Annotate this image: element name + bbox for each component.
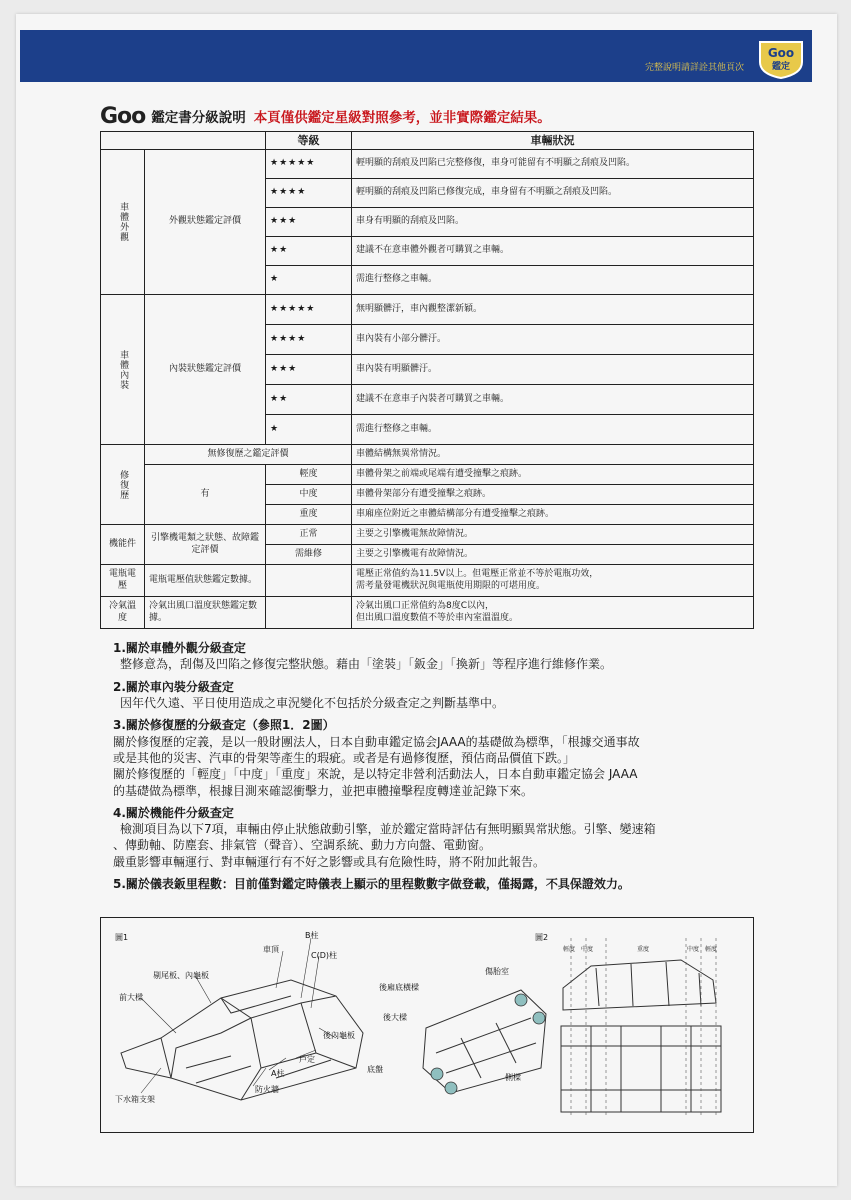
desc-cell: 需進行整修之車輛。 [352, 266, 754, 295]
level-cell: 需維修 [266, 545, 352, 565]
category-battery: 電瓶電壓 [101, 565, 145, 597]
desc-cell: 車身有明顯的刮痕及凹陷。 [352, 208, 754, 237]
battery-desc-1: 電壓正常值約為11.5V以上。但電壓正常並不等於電瓶功效， [356, 569, 599, 580]
note-heading: 2.關於車內裝分級查定 [113, 679, 234, 694]
level-cell: 中度 [266, 485, 352, 505]
note-4 [113, 805, 753, 870]
sub-battery: 電瓶電壓值狀態鑑定數據。 [145, 565, 266, 597]
stars-cell: ★ [266, 266, 352, 295]
ac-desc-2: 但出風口溫度數值不等於車內室溫溫度。 [356, 612, 519, 623]
goo-logo-icon [756, 36, 806, 80]
note-line: 的基礎做為標準，根據目測來確認衝擊力，並把車體撞擊程度轉達並記錄下來。 [113, 783, 534, 798]
fig1-part: 防火牆 [255, 1085, 279, 1094]
fig1-label: 圖1 [115, 933, 129, 942]
sub-ac: 冷氣出風口溫度狀態鑑定數據。 [145, 597, 266, 629]
fig1-part: 戶定 [299, 1055, 315, 1064]
category-exterior: 車體外觀 [101, 150, 145, 295]
table-row [101, 295, 754, 325]
stars-cell: ★★★★★ [266, 295, 352, 325]
note-line: 嚴重影響車輛運行、對車輛運行有不好之影響或具有危險性時，將不附加此報告。 [113, 854, 546, 869]
table-row [101, 597, 754, 629]
desc-cell: 車內裝有小部分髒汙。 [352, 325, 754, 355]
fig2-zone: 重度 [637, 946, 650, 953]
table-row [101, 445, 754, 465]
note-heading: 5.關於儀表鈑里程數：目前僅對鑑定時儀表上顯示的里程數數字做登載，僅揭露，不具保證效力。 [113, 877, 630, 892]
note-heading: 3.關於修復歷的分級查定（參照1．2圖） [113, 718, 335, 733]
desc-cell: 建議不在意車體外觀者可購買之車輛。 [352, 237, 754, 266]
fig1-part: B柱 [305, 931, 319, 940]
title-note: 本頁僅供鑑定星級對照參考，並非實際鑑定結果。 [253, 110, 551, 126]
desc-cell: 車體結構無異常情況。 [352, 445, 754, 465]
header-status: 車輛狀況 [352, 132, 754, 150]
fig1-part: 剔尾板、內龜板 [153, 971, 209, 980]
stars-cell: ★★★ [266, 355, 352, 385]
stars-cell: ★★★★★ [266, 150, 352, 179]
table-row [101, 525, 754, 545]
desc-cell: 車內裝有明顯髒汙。 [352, 355, 754, 385]
battery-desc-2: 需考量發電機狀況與電瓶使用期限的可堪用度。 [356, 580, 546, 591]
banner-text: 完整說明請詳詮其他頁次 [644, 63, 744, 73]
fig2-zone: 輕度 [563, 946, 576, 953]
table-row [101, 465, 754, 485]
mid-part: 側樑 [505, 1073, 521, 1082]
note-3 [113, 717, 753, 799]
diagram-box [100, 917, 754, 1133]
grade-table [100, 131, 754, 629]
desc-cell: 無明顯髒汙，車內觀整潔新穎。 [352, 295, 754, 325]
level-cell: 正常 [266, 525, 352, 545]
fig1-part: 後內龜板 [323, 1031, 355, 1040]
fig2-zone: 中度 [687, 946, 700, 953]
fig2-zone: 輕度 [705, 946, 718, 953]
mid-part: 後大樑 [383, 1013, 407, 1022]
frame-plan-drawing [561, 960, 721, 1112]
desc-cell [352, 597, 754, 629]
category-engine: 機能件 [101, 525, 145, 565]
desc-cell: 輕明顯的刮痕及凹陷已完整修復，車身可能留有不明顯之刮痕及凹陷。 [352, 150, 754, 179]
stars-cell: ★ [266, 415, 352, 445]
fig2-zone: 中度 [581, 946, 594, 953]
brand-logo: Goo [100, 103, 146, 129]
note-heading: 1.關於車體外觀分級查定 [113, 641, 246, 655]
mid-part: 後廂底橫樑 [379, 983, 419, 992]
stars-cell: ★★★★ [266, 179, 352, 208]
table-header-row [101, 132, 754, 150]
desc-cell: 車體骨架部分有遭受撞擊之痕跡。 [352, 485, 754, 505]
fig1-part: C(D)柱 [311, 951, 337, 960]
note-line: 因年代久遠、平日使用造成之車況變化不包括於分級查定之判斷基準中。 [120, 695, 505, 710]
note-line: 整修意為，刮傷及凹陷之修復完整狀態。藉由「塗裝」「鈑金」「換新」等程序進行維修作業。 [120, 657, 613, 672]
desc-cell: 輕明顯的刮痕及凹陷已修復完成，車身留有不明顯之刮痕及凹陷。 [352, 179, 754, 208]
desc-cell: 建議不在意車子內裝者可購買之車輛。 [352, 385, 754, 415]
note-line: 檢測項目為以下7項，車輛由停止狀態啟動引擎，並於鑑定當時評估有無明顯異常狀態。引擎、變速箱 [120, 822, 656, 837]
sub-engine: 引擎機電類之狀態、故障鑑定評價 [145, 525, 266, 565]
sub-exterior: 外觀狀態鑑定評價 [145, 150, 266, 295]
car-frame-diagrams [101, 918, 753, 1132]
mid-part: 傷胎室 [485, 967, 509, 976]
note-line: 或是其他的災害、汽車的骨架等產生的瑕疵。或者是有過修復歷，預估商品價值下跌。」 [113, 750, 576, 765]
desc-cell: 主要之引擎機電有故障情況。 [352, 545, 754, 565]
fig1-part: 下水箱支架 [115, 1095, 155, 1104]
category-interior: 車體內裝 [101, 295, 145, 445]
note-line: 關於修復歷的「輕度」「中度」「重度」來說，是以特定非營利活動法人，日本自動車鑑定協会 JAAA [113, 767, 638, 782]
desc-cell: 需進行整修之車輛。 [352, 415, 754, 445]
logo-sub: 鑑定 [771, 62, 791, 72]
level-cell: 重度 [266, 505, 352, 525]
stars-cell: ★★★ [266, 208, 352, 237]
sub-interior: 內裝狀態鑑定評價 [145, 295, 266, 445]
notes-section [113, 640, 753, 898]
page-title [100, 103, 551, 129]
desc-cell: 車體骨架之前端或尾端有遭受撞擊之痕跡。 [352, 465, 754, 485]
table-row [101, 150, 754, 179]
header-grade: 等級 [266, 132, 352, 150]
repair-none-label: 無修復歷之鑑定評價 [145, 445, 352, 465]
note-heading: 4.關於機能件分級查定 [113, 805, 234, 820]
stars-cell: ★★ [266, 237, 352, 266]
logo-text: Goo [767, 46, 795, 60]
level-cell: 輕度 [266, 465, 352, 485]
stars-cell: ★★★★ [266, 325, 352, 355]
mid-part: 底盤 [367, 1065, 383, 1074]
fig1-part: 車頂 [263, 945, 279, 954]
fig1-part: 前大樑 [119, 993, 143, 1002]
note-line: 、傳動軸、防塵套、排氣管（聲音）、空調系統、動力方向盤、電動窗。 [113, 838, 492, 853]
header-banner [20, 30, 812, 82]
table-row [101, 565, 754, 597]
fig1-part: A柱 [271, 1069, 285, 1078]
category-repair: 修復歷 [101, 445, 145, 525]
desc-cell [352, 565, 754, 597]
desc-cell: 車廂座位附近之車體結構部分有遭受撞擊之痕跡。 [352, 505, 754, 525]
ac-desc-1: 冷氣出風口正常值約為8度C以內， [356, 601, 495, 612]
title-main: 鑑定書分級說明 [151, 110, 246, 126]
note-1 [113, 640, 753, 673]
note-line: 關於修復歷的定義，是以一般財團法人，日本自動車鑑定協会JAAA的基礎做為標準，「根據交通事故 [113, 734, 640, 749]
note-2 [113, 679, 753, 712]
category-ac: 冷氣溫度 [101, 597, 145, 629]
note-5 [113, 876, 753, 892]
desc-cell: 主要之引擎機電無故障情況。 [352, 525, 754, 545]
fig2-label: 圖2 [535, 933, 549, 942]
stars-cell: ★★ [266, 385, 352, 415]
sub-repair: 有 [145, 465, 266, 525]
